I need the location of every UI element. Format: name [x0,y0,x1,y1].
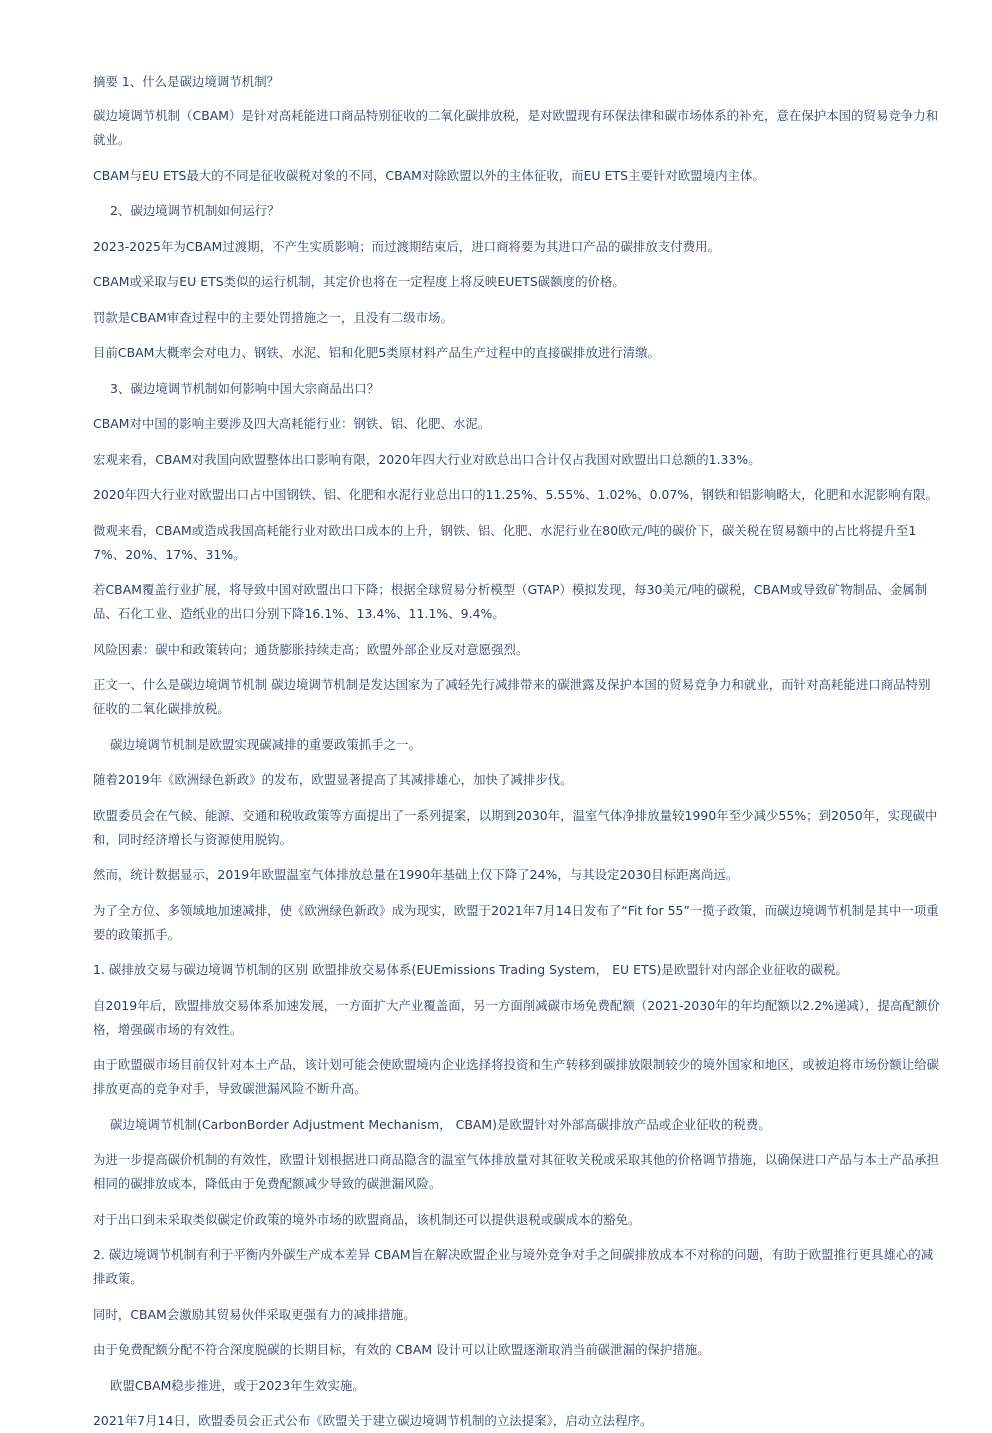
document-paragraph: 2023-2025年为CBAM过渡期，不产生实质影响；而过渡期结束后，进口商将要为其进口产品的碳排放支付费用。 [93,238,721,254]
document-paragraph: 碳边境调节机制是欧盟实现碳减排的重要政策抓手之一。 [110,736,422,752]
document-paragraph: 由于欧盟碳市场目前仅针对本土产品，该计划可能会使欧盟境内企业选择将投资和生产转移到碳排放限制较少的境外国家和地区，或被迫将市场份额让给碳排放更高的竞争对手，导致碳泄漏风险不断升高。 [93,1057,939,1096]
document-paragraph: 目前CBAM大概率会对电力、钢铁、水泥、铝和化肥5类原材料产品生产过程中的直接碳排放进行清缴。 [93,345,660,360]
document-paragraph: 2. 碳边境调节机制有利于平衡内外碳生产成本差异 CBAM旨在解决欧盟企业与境外竞争对手之间碳排放成本不对称的问题，有助于欧盟推行更具雄心的减排政策。 [93,1247,934,1286]
document-paragraph: 1. 碳排放交易与碳边境调节机制的区别 欧盟排放交易体系(EUEmissions Trading System， EU ETS)是欧盟针对内部企业征收的碳税。 [93,962,849,977]
document-paragraph: 2、碳边境调节机制如何运行？ [110,203,280,218]
document-paragraph: 风险因素：碳中和政策转向；通货膨胀持续走高；欧盟外部企业反对意愿强烈。 [93,641,529,657]
document-paragraph: 对于出口到未采取类似碳定价政策的境外市场的欧盟商品，该机制还可以提供退税或碳成本的豁免。 [93,1211,641,1227]
document-paragraph: 欧盟CBAM稳步推进，或于2023年生效实施。 [110,1377,365,1393]
document-paragraph: 正文一、什么是碳边境调节机制 碳边境调节机制是发达国家为了减轻先行减排带来的碳泄露及保护本国的贸易竞争力和就业，而针对高耗能进口商品特别征收的二氧化碳排放税。 [93,677,931,716]
document-paragraph: 欧盟委员会在气候、能源、交通和税收政策等方面提出了一系列提案，以期到2030年，温室气体净排放量较1990年至少减少55%；到2050年，实现碳中和，同时经济增长与资源使用脱钩。 [93,807,938,847]
document-paragraph: 为进一步提高碳价机制的有效性，欧盟计划根据进口商品隐含的温室气体排放量对其征收关税或采取其他的价格调节措施，以确保进口产品与本土产品承担相同的碳排放成本，降低由于免费配额减少导致的碳泄漏风险。 [93,1152,939,1191]
document-paragraph: 摘要 1、什么是碳边境调节机制？ [93,74,280,89]
document-paragraph: 若CBAM覆盖行业扩展，将导致中国对欧盟出口下降；根据全球贸易分析模型（GTAP）模拟发现，每30美元/吨的碳税，CBAM或导致矿物制品、金属制品、石化工业、造纸业的出口分别下降16.1%、13.4%、11.1%、9.4%。 [93,582,928,621]
document-paragraph: 2020年四大行业对欧盟出口占中国钢铁、铝、化肥和水泥行业总出口的11.25%、5.55%、1.02%、0.07%，钢铁和铝影响略大，化肥和水泥影响有限。 [93,487,939,502]
document-paragraph: 同时，CBAM会激励其贸易伙伴采取更强有力的减排措施。 [93,1306,416,1322]
document-paragraph: CBAM对中国的影响主要涉及四大高耗能行业：钢铁、铝、化肥、水泥。 [93,416,491,431]
document-paragraph: 为了全方位、多领域地加速减排，使《欧洲绿色新政》成为现实，欧盟于2021年7月14日发布了“Fit for 55”一揽子政策，而碳边境调节机制是其中一项重要的政策抓手。 [93,902,939,942]
document-paragraph: 2021年7月14日，欧盟委员会正式公布《欧盟关于建立碳边境调节机制的立法提案》，启动立法程序。 [93,1413,653,1428]
document-paragraph: 3、碳边境调节机制如何影响中国大宗商品出口？ [110,380,380,396]
document-paragraph: 自2019年后，欧盟排放交易体系加速发展，一方面扩大产业覆盖面，另一方面削减碳市场免费配额（2021-2030年的年均配额以2.2%递减），提高配额价格，增强碳市场的有效性。 [93,997,940,1037]
document-paragraph: 宏观来看，CBAM对我国向欧盟整体出口影响有限，2020年四大行业对欧总出口合计仅占我国对欧盟出口总额的1.33%。 [93,451,761,467]
document-paragraph: 碳边境调节机制（CBAM）是针对高耗能进口商品特别征收的二氧化碳排放税，是对欧盟现有环保法律和碳市场体系的补充，意在保护本国的贸易竞争力和就业。 [93,108,939,147]
document-paragraph: 由于免费配额分配不符合深度脱碳的长期目标，有效的 CBAM 设计可以让欧盟逐渐取消当前碳泄漏的保护措施。 [93,1342,710,1357]
document-paragraph: CBAM或采取与EU ETS类似的运行机制，其定价也将在一定程度上将反映EUETS碳额度的价格。 [93,274,625,289]
document-paragraph: 碳边境调节机制(CarbonBorder Adjustment Mechanism， CBAM)是欧盟针对外部高碳排放产品或企业征收的税费。 [110,1116,771,1132]
document-paragraph: 然而，统计数据显示，2019年欧盟温室气体排放总量在1990年基础上仅下降了24%，与其设定2030目标距离尚远。 [93,867,739,882]
document-paragraph: CBAM与EU ETS最大的不同是征收碳税对象的不同，CBAM对除欧盟以外的主体征收，而EU ETS主要针对欧盟境内主体。 [93,167,765,183]
document-paragraph: 罚款是CBAM审查过程中的主要处罚措施之一，且没有二级市场。 [93,309,453,325]
document-paragraph: 随着2019年《欧洲绿色新政》的发布，欧盟显著提高了其减排雄心，加快了减排步伐。 [93,772,573,787]
document-paragraph: 微观来看，CBAM或造成我国高耗能行业对欧出口成本的上升，钢铁、铝、化肥、水泥行业在80欧元/吨的碳价下，碳关税在贸易额中的占比将提升至17%、20%、17%、31%。 [93,522,917,562]
